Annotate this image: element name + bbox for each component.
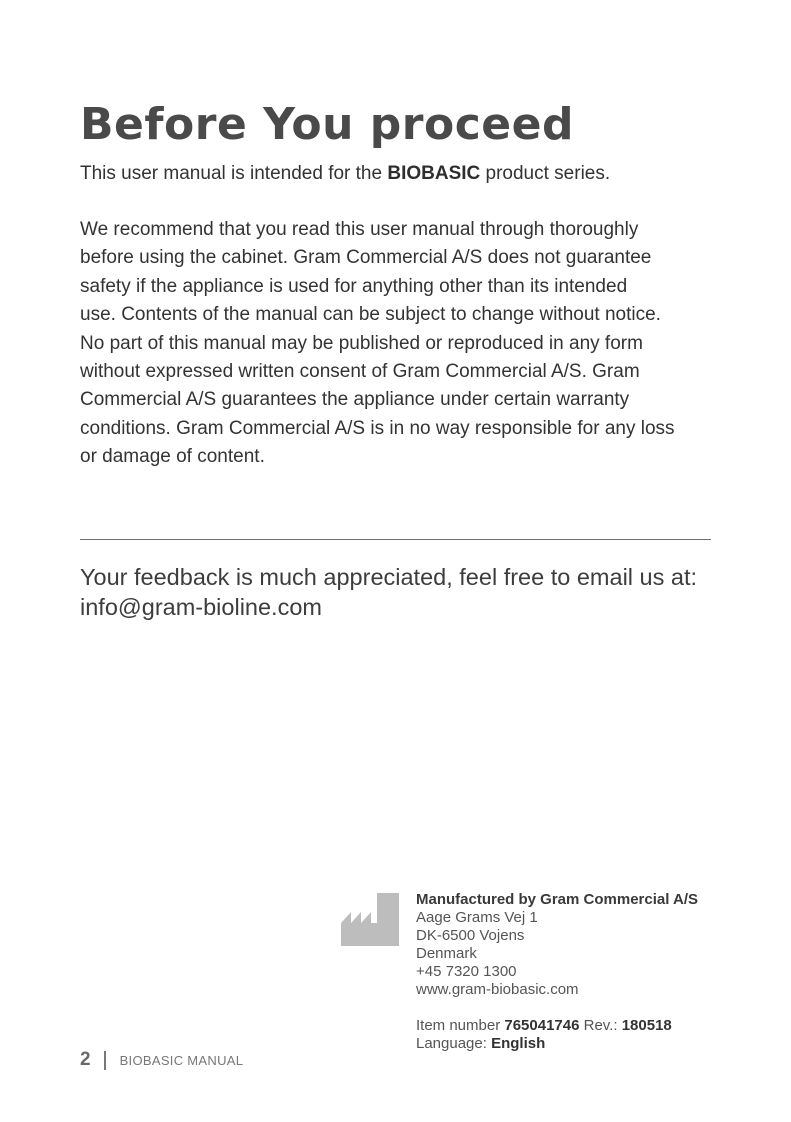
rev-label: Rev.: <box>579 1017 622 1034</box>
feedback-line: Your feedback is much appreciated, feel free to email us at: <box>80 564 698 590</box>
paragraph-line: use. Contents of the manual can be subject to change without notice. <box>80 304 661 326</box>
manufacturer-heading: Manufactured by Gram Commercial A/S <box>416 891 699 908</box>
page-footer <box>80 1047 243 1073</box>
phone-number: +45 7320 1300 <box>416 963 517 980</box>
product-name: BIOBASIC <box>387 163 481 184</box>
intro-text <box>80 160 720 188</box>
address-street: Aage Grams Vej 1 <box>416 909 538 926</box>
item-number-label: Item number <box>416 1017 505 1034</box>
paragraph-line: or damage of content. <box>80 446 265 468</box>
revision-number: 180518 <box>621 1017 672 1034</box>
footer-separator <box>104 1051 106 1070</box>
paragraph-line: before using the cabinet. Gram Commercial A/S does not guarantee <box>80 247 652 269</box>
manufacturer-block <box>416 891 756 1053</box>
page-number: 2 <box>80 1049 91 1070</box>
section-divider <box>80 539 711 540</box>
paragraph-line: Commercial A/S guarantees the appliance under certain warranty <box>80 389 630 411</box>
address-country: Denmark <box>416 945 477 962</box>
item-number-line <box>416 1017 756 1035</box>
factory-icon <box>341 893 399 946</box>
address-city: DK-6500 Vojens <box>416 927 525 944</box>
intro-before: This user manual is intended for the <box>80 163 388 184</box>
feedback-email[interactable]: info@gram-bioline.com <box>80 594 322 620</box>
website-link[interactable]: www.gram-biobasic.com <box>416 981 579 998</box>
language-value: English <box>491 1035 546 1052</box>
page-title: Before You proceed <box>80 99 574 150</box>
footer-label: BIOBASIC MANUAL <box>119 1052 244 1068</box>
language-line <box>416 1035 756 1053</box>
feedback-text <box>80 562 720 622</box>
spacer <box>416 999 756 1017</box>
paragraph-line: We recommend that you read this user manual through thoroughly <box>80 219 639 240</box>
intro-after: product series. <box>480 163 611 184</box>
item-number: 765041746 <box>504 1017 580 1034</box>
disclaimer-paragraph <box>80 216 720 472</box>
paragraph-line: No part of this manual may be published or reproduced in any form <box>80 332 643 354</box>
language-label: Language: <box>416 1035 492 1052</box>
paragraph-line: safety if the appliance is used for anything other than its intended <box>80 275 628 297</box>
paragraph-line: without expressed written consent of Gram Commercial A/S. Gram <box>80 361 640 383</box>
paragraph-line: conditions. Gram Commercial A/S is in no way responsible for any loss <box>80 417 675 439</box>
